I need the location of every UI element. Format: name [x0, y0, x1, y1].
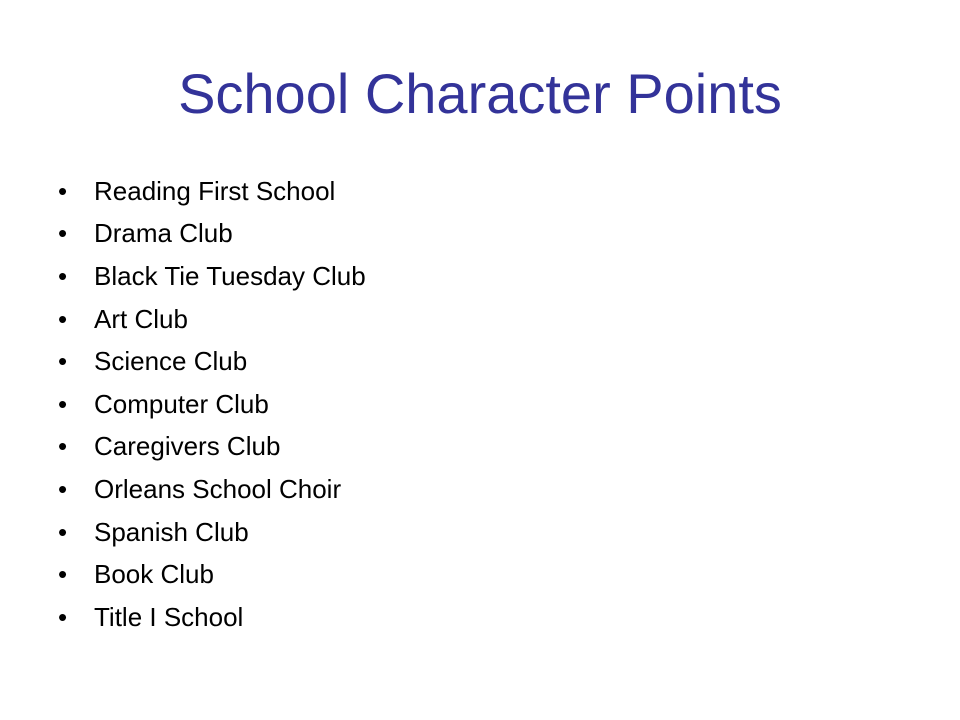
bullet-icon: •	[58, 218, 68, 249]
list-item-orleans-school-choir	[58, 468, 918, 511]
list-item-title-i-school	[58, 596, 918, 639]
list-item-label: Science Club	[94, 346, 248, 377]
list-item-label: Reading First School	[94, 175, 336, 206]
bullet-icon: •	[58, 516, 68, 547]
list-item-label: Spanish Club	[94, 516, 249, 547]
bullet-icon: •	[58, 431, 68, 462]
slide-title: School Character Points	[178, 62, 782, 125]
list-item-label: Caregivers Club	[94, 431, 281, 462]
bullet-icon: •	[58, 303, 68, 334]
list-item-computer-club	[58, 383, 918, 426]
list-item-label: Black Tie Tuesday Club	[94, 260, 366, 291]
list-item-label: Art Club	[94, 303, 188, 334]
list-item-label: Book Club	[94, 559, 214, 590]
list-item-art-club	[58, 298, 918, 341]
list-item-label: Orleans School Choir	[94, 473, 342, 504]
bullet-icon: •	[58, 388, 68, 419]
list-item-label: Computer Club	[94, 388, 269, 419]
bullet-icon: •	[58, 601, 68, 632]
list-item-spanish-club	[58, 511, 918, 554]
bullet-icon: •	[58, 175, 68, 206]
bullet-icon: •	[58, 346, 68, 377]
bullet-icon: •	[58, 559, 68, 590]
list-item-book-club	[58, 553, 918, 596]
bullet-icon: •	[58, 260, 68, 291]
list-item-label: Title I School	[94, 601, 244, 632]
bullet-list	[58, 170, 918, 639]
list-item-black-tie-tuesday-club	[58, 255, 918, 298]
list-item-drama-club	[58, 213, 918, 256]
list-item-reading-first-school	[58, 170, 918, 213]
list-item-caregivers-club	[58, 426, 918, 469]
list-item-label: Drama Club	[94, 218, 233, 249]
bullet-icon: •	[58, 473, 68, 504]
list-item-science-club	[58, 340, 918, 383]
